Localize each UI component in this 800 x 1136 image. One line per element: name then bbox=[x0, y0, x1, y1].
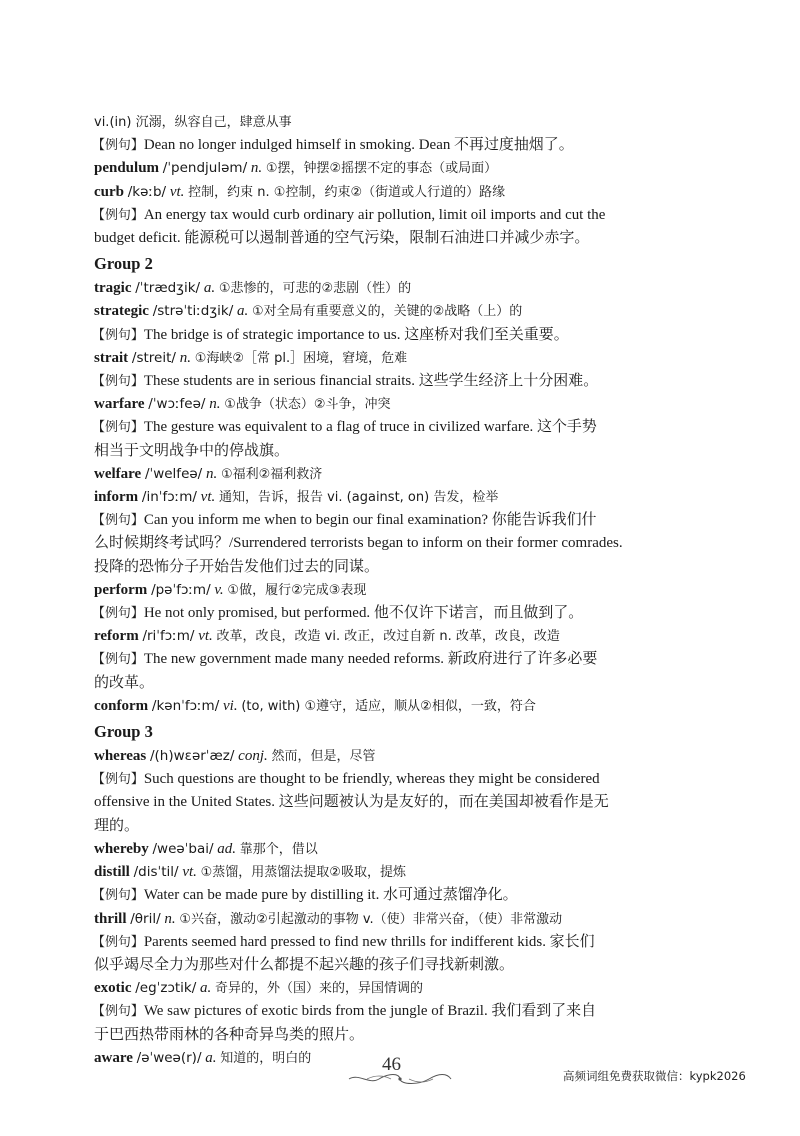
example-label: 【例句】 bbox=[92, 513, 144, 529]
word-entry bbox=[94, 908, 716, 931]
definition: ①对全局有重要意义的，关键的②战略（上）的 bbox=[252, 304, 523, 320]
definition: 通知，告诉，报告 vi. (against, on) 告发，检举 bbox=[218, 490, 499, 506]
definition: ①蒸馏，用蒸馏法提取②吸取，提炼 bbox=[200, 865, 406, 881]
part-of-speech: a. bbox=[237, 303, 249, 320]
definition: 控制，约束 n. ①控制，约束②（街道或人行道的）路缘 bbox=[188, 184, 506, 200]
headword: thrill bbox=[94, 910, 127, 927]
definition: ①悲惨的，可悲的②悲剧（性）的 bbox=[218, 281, 412, 297]
example-text: The gesture was equivalent to a flag of truce in civilized warfare. 这个手势 bbox=[143, 419, 597, 436]
meaning-line: vi.(in) 沉溺，纵容自己，肆意从事 bbox=[94, 115, 292, 130]
phonetic: /egˈzɔtik/ bbox=[135, 980, 197, 997]
definition: 知道的，明白的 bbox=[220, 1050, 312, 1066]
example-continuation: 似乎竭尽全力为那些对什么都提不起兴趣的孩子们寻找新刺激。 bbox=[94, 956, 515, 973]
example-continuation: 投降的恐怖分子开始告发他们过去的同谋。 bbox=[94, 558, 380, 575]
example-label: 【例句】 bbox=[92, 420, 144, 436]
part-of-speech: n. bbox=[179, 349, 191, 366]
example-text: Parents seemed hard pressed to find new thrills for indifferent kids. 家长们 bbox=[143, 933, 595, 950]
example-sentence bbox=[92, 1000, 714, 1023]
phonetic: /kənˈfɔːm/ bbox=[151, 697, 220, 714]
definition: 然而，但是，尽管 bbox=[271, 749, 376, 765]
word-entry bbox=[94, 579, 716, 602]
part-of-speech: vi. bbox=[223, 697, 238, 714]
definition: ①做，履行②完成③表现 bbox=[227, 582, 367, 598]
part-of-speech: vt. bbox=[182, 864, 197, 881]
vocabulary-list bbox=[94, 111, 716, 1070]
headword: whereby bbox=[94, 840, 149, 857]
headword: inform bbox=[94, 489, 139, 506]
example-text: An energy tax would curb ordinary air pollution, limit oil imports and cut the bbox=[143, 206, 606, 223]
page-number: 46 bbox=[382, 1054, 401, 1075]
phonetic: /weəˈbai/ bbox=[152, 840, 214, 857]
word-entry bbox=[94, 393, 716, 416]
headword: curb bbox=[94, 183, 124, 200]
footer-note: 高频词组免费获取微信：kypk2026 bbox=[563, 1069, 746, 1083]
headword: strait bbox=[94, 349, 129, 366]
phonetic: /(h)wɛərˈæz/ bbox=[149, 748, 235, 765]
part-of-speech: vt. bbox=[169, 183, 185, 200]
group-heading: Group 3 bbox=[94, 722, 153, 742]
example-text: The new government made many needed reforms. 新政府进行了许多必要 bbox=[143, 651, 598, 668]
definition: 奇异的，外（国）来的，异国情调的 bbox=[215, 981, 424, 997]
example-sentence bbox=[92, 884, 714, 907]
example-sentence bbox=[92, 931, 714, 954]
example-sentence bbox=[92, 134, 714, 157]
word-entry bbox=[94, 463, 716, 486]
example-text: These students are in serious financial straits. 这些学生经济上十分困难。 bbox=[143, 373, 599, 390]
example-continuation: offensive in the United States. 这些问题被认为是友好的，而在美国却被看作是无 bbox=[94, 794, 609, 811]
definition: 改革，改良，改造 vi. 改正，改过自新 n. 改革，改良，改造 bbox=[216, 629, 560, 645]
example-label: 【例句】 bbox=[92, 207, 144, 223]
word-entry bbox=[94, 486, 716, 509]
phonetic: /riˈfɔːm/ bbox=[142, 628, 195, 645]
headword: welfare bbox=[94, 465, 142, 482]
example-text: Such questions are thought to be friendly, whereas they might be considered bbox=[143, 771, 600, 788]
headword: exotic bbox=[94, 980, 132, 997]
example-text: Dean no longer indulged himself in smoking. Dean 不再过度抽烟了。 bbox=[143, 137, 574, 154]
word-entry bbox=[94, 157, 716, 180]
word-entry bbox=[94, 347, 716, 370]
phonetic: /pəˈfɔːm/ bbox=[151, 581, 211, 598]
headword: reform bbox=[94, 628, 139, 645]
word-entry bbox=[94, 300, 716, 323]
example-sentence bbox=[92, 370, 714, 393]
word-entry bbox=[94, 745, 716, 768]
example-label: 【例句】 bbox=[92, 934, 144, 950]
headword: pendulum bbox=[94, 160, 160, 177]
definition: ①海峡②［常 pl.］困境，窘境，危难 bbox=[194, 350, 408, 366]
phonetic: /ˈwelfeə/ bbox=[144, 465, 203, 482]
example-label: 【例句】 bbox=[92, 138, 144, 154]
definition: ①兴奋，激动②引起激动的事物 v.（使）非常兴奋，（使）非常激动 bbox=[179, 911, 563, 927]
phonetic: /ˈtrædʒik/ bbox=[135, 280, 201, 297]
word-entry bbox=[94, 838, 716, 861]
example-label: 【例句】 bbox=[92, 327, 144, 343]
definition: (to, with) ①遵守，适应，顺从②相似，一致，符合 bbox=[241, 698, 536, 714]
headword: distill bbox=[94, 864, 130, 881]
word-entry bbox=[94, 1047, 716, 1070]
example-sentence bbox=[92, 204, 714, 227]
part-of-speech: n. bbox=[164, 910, 176, 927]
example-text: Can you inform me when to begin our final examination? 你能告诉我们什 bbox=[143, 512, 597, 529]
example-continuation: 的改革。 bbox=[94, 674, 155, 691]
phonetic: /θril/ bbox=[130, 910, 161, 927]
part-of-speech: n. bbox=[250, 160, 263, 177]
example-sentence bbox=[92, 648, 714, 671]
example-text: He not only promised, but performed. 他不仅许下诺言，而且做到了。 bbox=[143, 605, 584, 622]
part-of-speech: vt. bbox=[198, 628, 213, 645]
phonetic: /kəːb/ bbox=[127, 183, 167, 200]
word-entry bbox=[94, 977, 716, 1000]
example-continuation: 么时候期终考试吗？/Surrendered terrorists began to inform on their former comrades. bbox=[94, 535, 623, 552]
example-sentence bbox=[92, 768, 714, 791]
example-sentence bbox=[92, 416, 714, 439]
headword: tragic bbox=[94, 280, 132, 297]
example-continuation: 理的。 bbox=[94, 817, 140, 834]
headword: conform bbox=[94, 697, 149, 714]
example-label: 【例句】 bbox=[92, 374, 144, 390]
part-of-speech: n. bbox=[205, 465, 218, 482]
headword: whereas bbox=[94, 748, 147, 765]
part-of-speech: a. bbox=[203, 280, 216, 297]
headword: strategic bbox=[94, 303, 149, 320]
part-of-speech: n. bbox=[209, 396, 221, 413]
headword: perform bbox=[94, 581, 148, 598]
example-label: 【例句】 bbox=[92, 888, 144, 904]
example-label: 【例句】 bbox=[92, 1004, 144, 1020]
phonetic: /ˈpendjuləm/ bbox=[162, 160, 248, 177]
phonetic: /strəˈtiːdʒik/ bbox=[152, 303, 234, 320]
example-sentence bbox=[92, 509, 714, 532]
example-sentence bbox=[92, 602, 714, 625]
example-text: Water can be made pure by distilling it. 水可通过蒸馏净化。 bbox=[143, 887, 518, 904]
example-continuation: budget deficit. 能源税可以遏制普通的空气污染，限制石油进口并减少赤字。 bbox=[94, 230, 590, 247]
example-label: 【例句】 bbox=[92, 772, 144, 788]
definition: ①摆，钟摆②摇摆不定的事态（或局面） bbox=[265, 161, 498, 177]
phonetic: /streit/ bbox=[131, 349, 176, 366]
phonetic: /ˈwɔːfeə/ bbox=[148, 396, 206, 413]
definition: ①福利②福利救济 bbox=[220, 466, 323, 482]
example-label: 【例句】 bbox=[92, 606, 144, 622]
part-of-speech: v. bbox=[214, 581, 224, 598]
example-continuation: 相当于文明战争中的停战旗。 bbox=[94, 442, 290, 459]
headword: warfare bbox=[94, 396, 145, 413]
word-entry bbox=[94, 625, 716, 648]
part-of-speech: conj. bbox=[238, 748, 268, 765]
example-text: The bridge is of strategic importance to us. 这座桥对我们至关重要。 bbox=[143, 326, 569, 343]
definition: ①战争（状态）②斗争，冲突 bbox=[224, 397, 391, 413]
phonetic: /disˈtil/ bbox=[133, 864, 179, 881]
phonetic: /inˈfɔːm/ bbox=[141, 489, 197, 506]
word-entry bbox=[94, 861, 716, 884]
headword: aware bbox=[94, 1049, 133, 1066]
phonetic: /əˈweə(r)/ bbox=[136, 1049, 202, 1066]
ornament-icon bbox=[347, 1072, 453, 1086]
word-entry bbox=[94, 695, 716, 718]
example-label: 【例句】 bbox=[92, 652, 144, 668]
word-entry bbox=[94, 181, 716, 204]
part-of-speech: a. bbox=[205, 1049, 217, 1066]
example-continuation: 于巴西热带雨林的各种奇异鸟类的照片。 bbox=[94, 1026, 365, 1043]
word-entry bbox=[94, 277, 716, 300]
group-heading: Group 2 bbox=[94, 254, 153, 274]
part-of-speech: ad. bbox=[217, 840, 237, 857]
part-of-speech: a. bbox=[200, 980, 212, 997]
definition: 靠那个，借以 bbox=[239, 841, 318, 857]
example-sentence bbox=[92, 324, 714, 347]
example-text: We saw pictures of exotic birds from the jungle of Brazil. 我们看到了来自 bbox=[143, 1003, 597, 1020]
part-of-speech: vt. bbox=[200, 489, 216, 506]
